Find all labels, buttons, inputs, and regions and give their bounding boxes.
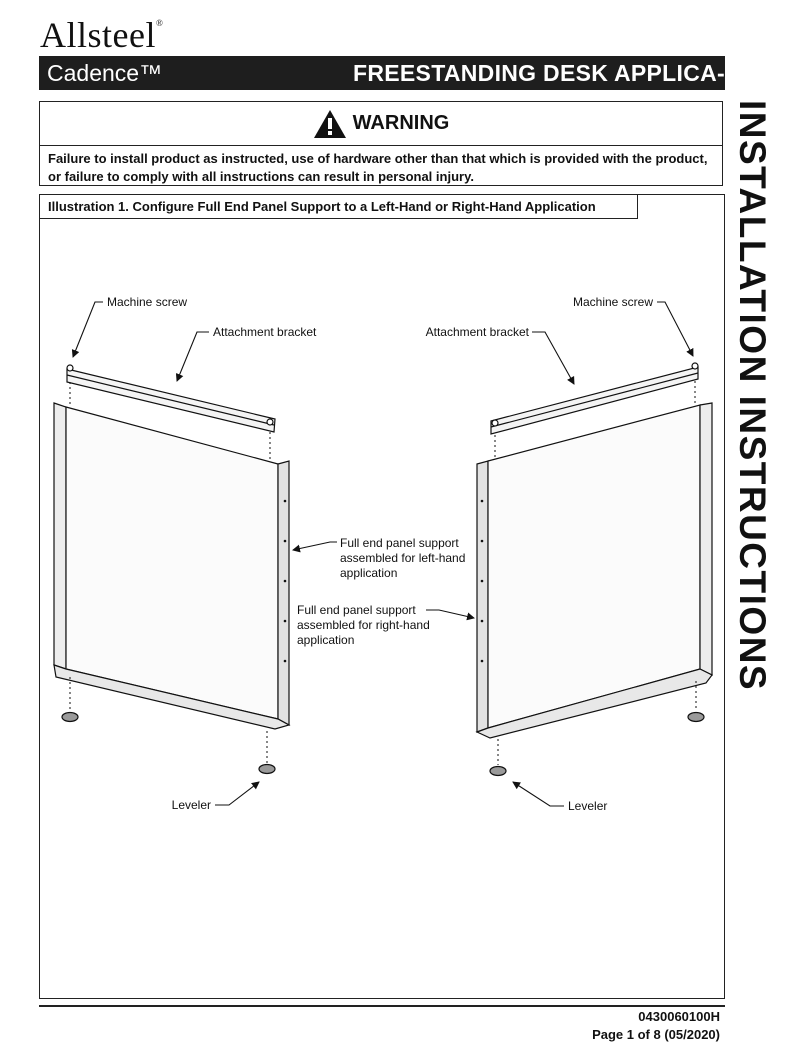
leader-right-hand-panel xyxy=(426,610,474,618)
leader-machine-screw-right xyxy=(657,302,693,356)
label-right-hand-line1: Full end panel support xyxy=(297,603,416,617)
left-panel-face xyxy=(54,403,66,669)
leader-attachment-bracket-right xyxy=(532,332,574,384)
warning-box xyxy=(39,101,723,186)
footer-rule xyxy=(39,1005,725,1007)
page-info: Page 1 of 8 (05/2020) xyxy=(592,1027,720,1042)
right-panel-assembly xyxy=(477,363,712,776)
leader-machine-screw-left xyxy=(73,302,103,357)
title-bar xyxy=(39,56,725,90)
product-name: Cadence™ xyxy=(47,60,163,86)
label-attachment-bracket-right: Attachment bracket xyxy=(425,325,529,339)
left-panel-assembly xyxy=(54,365,289,774)
right-bracket-screw-left xyxy=(492,420,498,426)
illustration-caption: Illustration 1. Configure Full End Panel Support to a Left-Hand or Right-Hand Application xyxy=(40,195,638,219)
side-title xyxy=(732,100,775,860)
right-leveler-front xyxy=(490,767,506,776)
brand-name: Allsteel xyxy=(40,15,156,55)
label-leveler-right: Leveler xyxy=(568,799,608,813)
right-machine-screw xyxy=(692,363,698,369)
label-right-hand-line2: assembled for right-hand xyxy=(297,618,430,632)
label-leveler-left: Leveler xyxy=(171,798,211,812)
leader-leveler-left xyxy=(215,782,259,805)
label-left-hand-line3: application xyxy=(340,566,398,580)
left-panel-end-edge xyxy=(278,461,289,725)
panel-diagram xyxy=(40,195,724,998)
left-leveler-front xyxy=(62,713,78,722)
leader-left-hand-panel xyxy=(293,542,337,550)
left-bracket-screw-right xyxy=(267,419,273,425)
registered-mark: ® xyxy=(155,18,164,28)
illustration-box xyxy=(39,194,725,999)
left-leveler-back xyxy=(259,765,275,774)
label-machine-screw-left: Machine screw xyxy=(107,295,188,309)
right-leveler-back xyxy=(688,713,704,722)
warning-text: Failure to install product as instructed, use of hardware other than that which is provided with the product, or failure to comply with all instructions can result in personal injury. xyxy=(48,151,708,184)
right-panel-face xyxy=(700,403,712,675)
label-left-hand-line2: assembled for left-hand xyxy=(340,551,466,565)
label-left-hand-line1: Full end panel support xyxy=(340,536,459,550)
document-title: FREESTANDING DESK APPLICA- xyxy=(353,60,725,86)
warning-header xyxy=(40,102,722,146)
warning-label: WARNING xyxy=(352,112,450,134)
warning-triangle-icon xyxy=(313,109,347,139)
leader-leveler-right xyxy=(513,782,564,806)
document-number: 0430060100H xyxy=(638,1009,720,1024)
label-machine-screw-right: Machine screw xyxy=(572,295,653,309)
label-right-hand-line3: application xyxy=(297,633,355,647)
label-attachment-bracket-left: Attachment bracket xyxy=(213,325,317,339)
brand-logo xyxy=(40,14,163,56)
leader-attachment-bracket-left xyxy=(177,332,209,381)
left-panel-body xyxy=(66,407,278,719)
installation-instructions-heading: INSTALLATION INSTRUCTIONS xyxy=(732,100,773,692)
left-machine-screw xyxy=(67,365,73,371)
